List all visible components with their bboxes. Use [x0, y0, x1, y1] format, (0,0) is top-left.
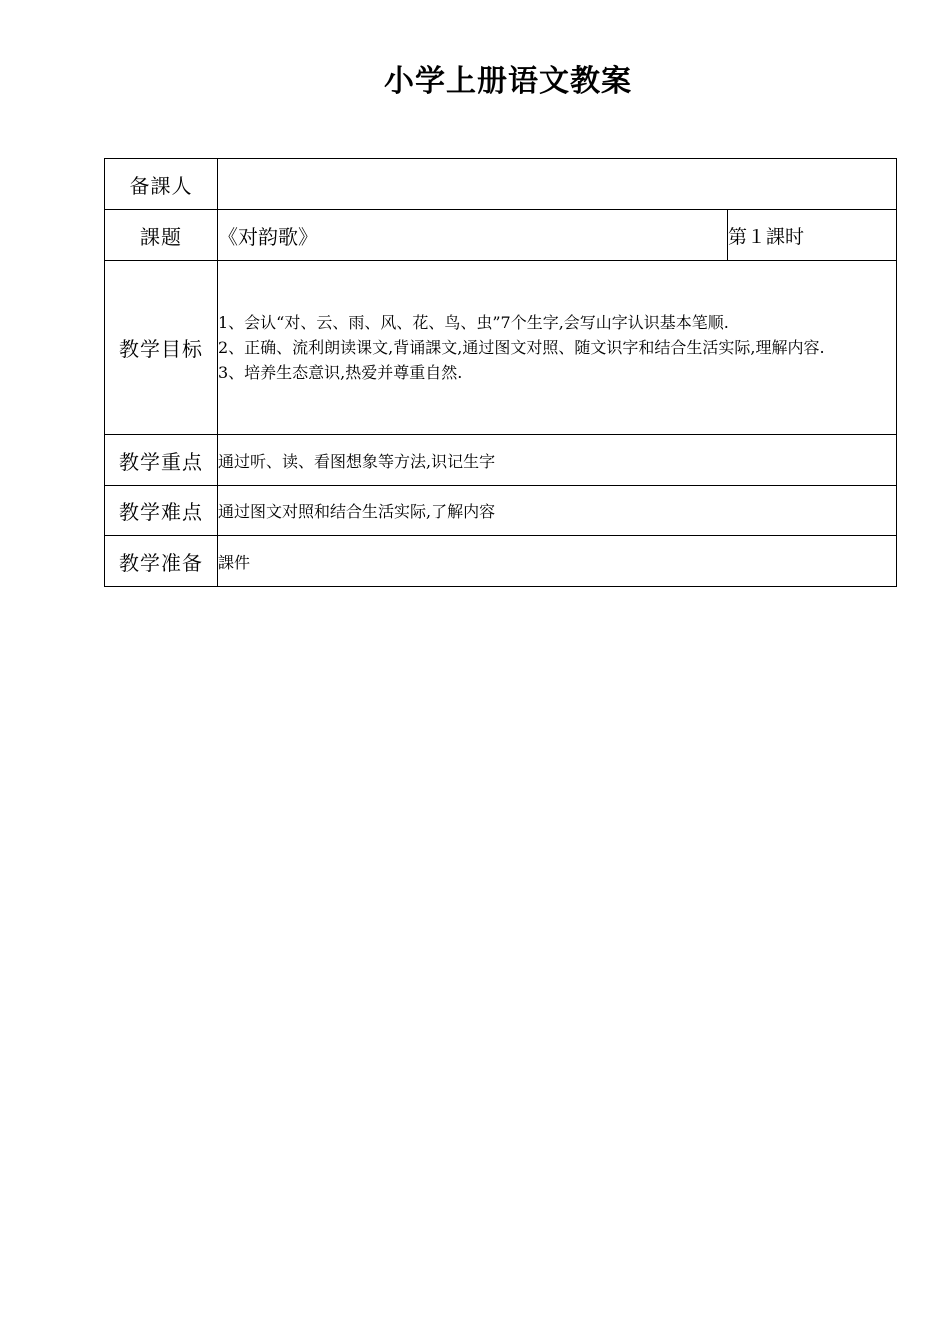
- topic-row: [105, 210, 897, 261]
- preparer-row: [105, 159, 897, 210]
- preparation-label: 教学准备: [105, 536, 218, 587]
- lesson-period: 第１課时: [728, 210, 897, 261]
- topic-label: 課题: [105, 210, 218, 261]
- preparation-row: [105, 536, 897, 587]
- difficulties-row: [105, 486, 897, 536]
- difficulties-label: 教学难点: [105, 486, 218, 536]
- preparation-value: 課件: [218, 536, 897, 587]
- objective-item-2: 2、正确、流利朗读课文,背诵課文,通过图文对照、随文识字和结合生活实际,理解内容.: [218, 338, 825, 357]
- objectives-content: [218, 261, 897, 435]
- difficulties-value: 通过图文对照和结合生活实际,了解内容: [218, 486, 897, 536]
- preparer-value: [218, 159, 897, 210]
- key-points-value: 通过听、读、看图想象等方法,识记生字: [218, 435, 897, 486]
- preparer-label: 备課人: [105, 159, 218, 210]
- key-points-label: 教学重点: [105, 435, 218, 486]
- objective-item-1: 1、会认“对、云、雨、风、花、鸟、虫”7个生字,会写山字认识基本笔顺.: [218, 313, 729, 332]
- key-points-row: [105, 435, 897, 486]
- objective-item-3: 3、培养生态意识,热爱并尊重自然.: [218, 363, 463, 382]
- objectives-label: 教学目标: [105, 261, 218, 435]
- lesson-plan-table: [104, 158, 897, 587]
- document-title: 小学上册语文教案: [384, 64, 632, 99]
- objectives-row: [105, 261, 897, 435]
- lesson-title: 《对韵歌》: [218, 210, 728, 261]
